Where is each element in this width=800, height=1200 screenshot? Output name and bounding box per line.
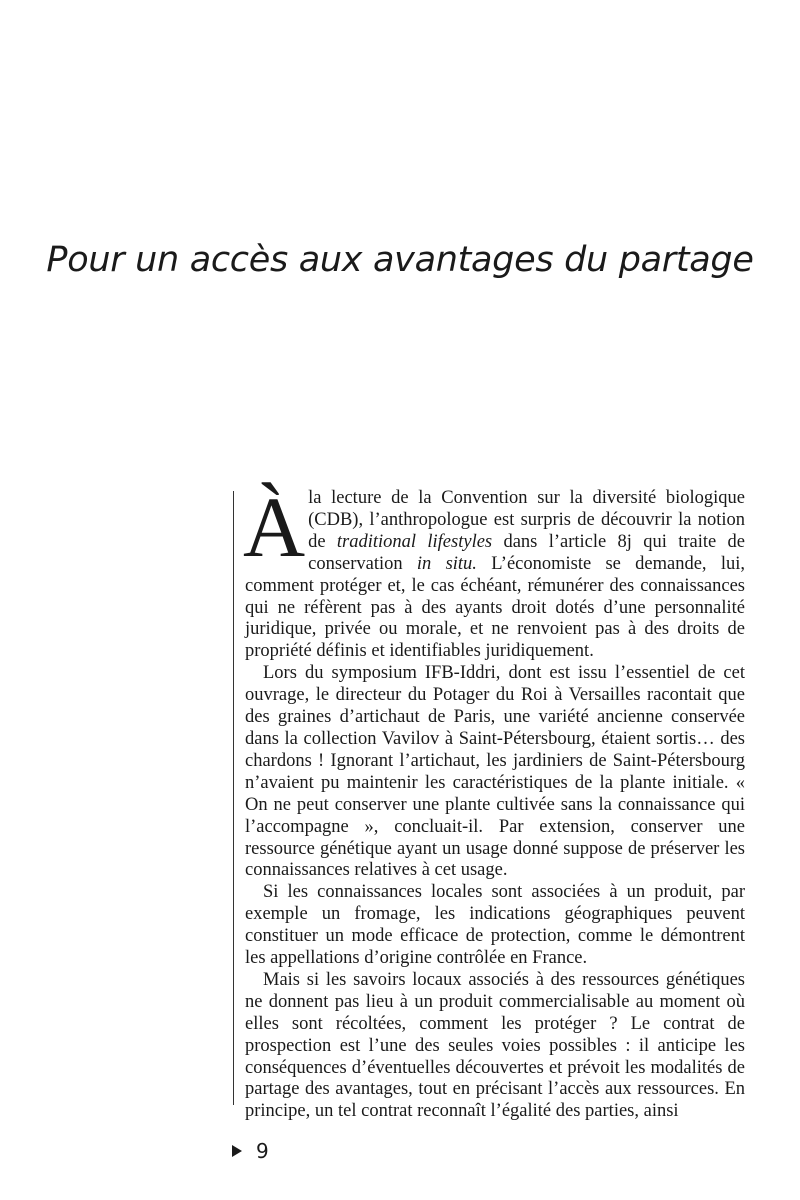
paragraph-1 [243,479,746,663]
paragraph-1-text-b: dans l’article 8j qui traite de conservation [308,531,746,574]
body-text [243,479,746,1123]
chapter-title: Pour un accès aux avantages du partage [46,240,754,280]
paragraph-1-text-a: la lecture de la Convention sur la diversité biologique (CDB), l’anthropologue est surpris de découvrir la notion de [308,488,745,552]
paragraph-4: Mais si les savoirs locaux associés à des ressources génétiques ne donnent pas lieu à un produit commercialisable au moment où elles sont récoltées, comment les protéger ? Le contrat de prospection est l’une des seules voies possibles : il anticipe les conséquences d’éventuelles découvertes et prévoit les modalités de partage des avantages, tout en précisant l’accès aux ressources. En principe, un tel contrat reconnaît l’égalité des parties, ainsi [245,969,745,1122]
paragraph-3: Si les connaissances locales sont associées à un produit, par exemple un fromage, les indications géographiques peuvent constituer un mode efficace de protection, comme le démontrent les appellations d’origine contrôlée en France. [245,882,745,969]
term-traditional-lifestyles: traditional lifestyles [336,531,493,552]
page-footer [232,1138,269,1164]
paragraph-2: Lors du symposium IFB-Iddri, dont est issu l’essentiel de cet ouvrage, le directeur du Potager du Roi à Versailles racontait que des graines d’artichaut de Paris, une variété ancienne conservée dans la collection Vavilov à Saint-Pétersbourg, étaient sortis… des chardons ! Ignorant l’artichaut, les jardiniers de Saint-Pétersbourg n’avaient pu maintenir les caractéristiques de la plante initiale. « On ne peut conserver une plante cultivée sans la connaissance qui l’accompagne », concluait-il. Par extension, conserver une ressource génétique ayant un usage donné suppose de préserver les connaissances relatives à cet usage. [245,663,745,881]
triangle-right-icon [232,1145,242,1157]
margin-rule [233,491,234,1105]
term-in-situ: in situ. [416,553,477,574]
paragraph-1-text-c: L’économiste se demande, lui, comment protéger et, le cas échéant, rémunérer des connaissances qui ne réfèrent pas à des ayants droit dotés d’une personnalité juridique, privée ou morale, et ne renvoient pas à des droits de propriété définis et identifiables juridiquement. [245,553,745,662]
drop-cap: À [243,479,306,575]
page-number: 9 [256,1139,269,1163]
